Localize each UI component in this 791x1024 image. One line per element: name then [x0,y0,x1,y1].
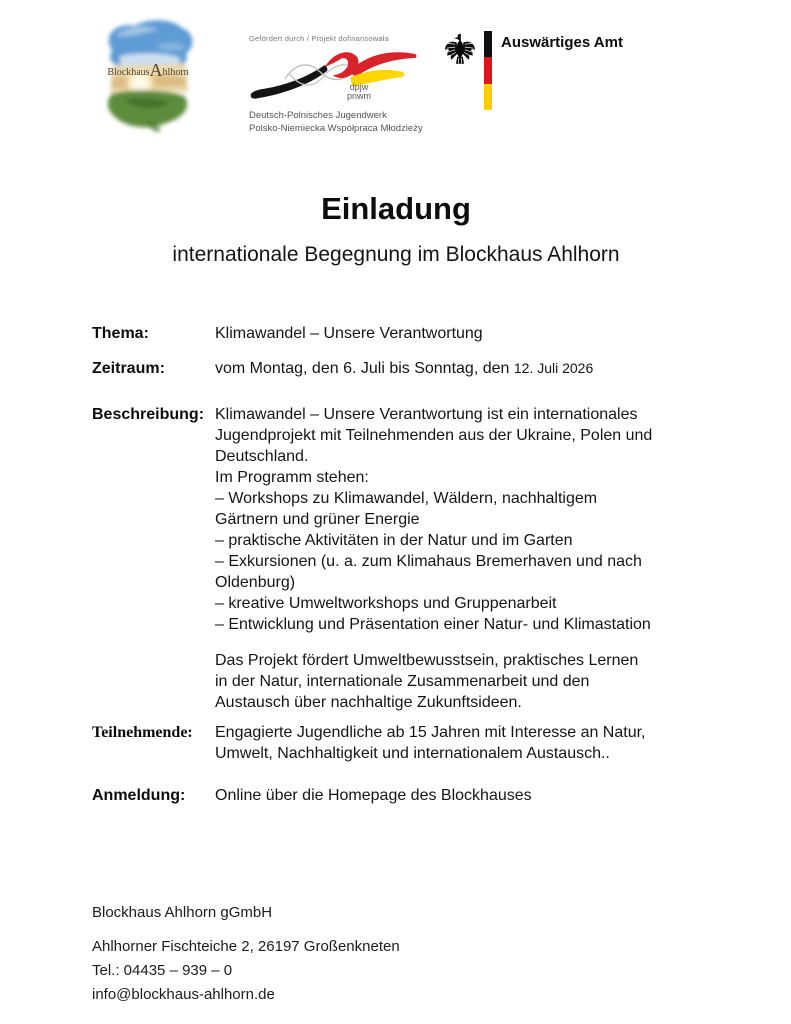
anmeldung-value: Online über die Homepage des Blockhauses [215,787,532,804]
dpjw-waves-icon [249,45,421,103]
teilnehmende-value [215,722,700,764]
thema-label: Thema: [92,325,149,342]
beschreibung-line: Das Projekt fördert Umweltbewusstsein, praktisches Lernen [215,652,639,669]
zeitraum-value [215,358,700,379]
company-address: Ahlhorner Fischteiche 2, 26197 Großenkneten [92,938,400,955]
section-anmeldung [92,785,700,806]
auswaertiges-amt-name: Auswärtiges Amt [501,34,623,51]
auswaertiges-amt-logo [444,31,623,110]
beschreibung-line: in der Natur, internationale Zusammenarbeit und den [215,673,590,690]
dpjw-logo [249,34,427,135]
zeitraum-value-date: 12. Juli 2026 [513,360,594,376]
german-flag-stripe [484,31,492,110]
zeitraum-label: Zeitraum: [92,360,165,377]
watercolor-landscape-icon [96,16,200,136]
page-subtitle: internationale Begegnung im Blockhaus Ahlhorn [172,243,620,266]
beschreibung-line: – kreative Umweltworkshops und Gruppenarbeit [215,595,557,612]
dpjw-name-polish: Polsko-Niemiecka Współpraca Młodzieży [249,123,423,134]
company-phone: Tel.: 04435 – 939 – 0 [92,962,233,979]
blockhaus-ahlhorn-logo [96,16,200,136]
dpjw-name-german: Deutsch-Polnisches Jugendwerk [249,110,387,121]
anmeldung-label: Anmeldung: [92,787,186,804]
section-beschreibung [92,404,700,713]
flag-gold-segment [484,84,492,110]
dpjw-abbr-de: dpjw [349,82,369,92]
beschreibung-line: Gärtnern und grüner Energie [215,511,420,528]
section-zeitraum [92,358,700,379]
thema-value: Klimawandel – Unsere Verantwortung [215,325,483,342]
beschreibung-line: Oldenburg) [215,574,296,591]
beschreibung-line: Im Programm stehen: [215,469,369,486]
blockhaus-logo-text: BlockhausAhlhorn [107,60,189,80]
company-name: Blockhaus Ahlhorn gGmbH [92,904,273,921]
beschreibung-line: Klimawandel – Unsere Verantwortung ist ein internationales [215,406,638,423]
beschreibung-value [215,404,700,713]
beschreibung-line: Austausch über nachhaltige Zukunftsideen. [215,694,522,711]
teilnehmende-line: Engagierte Jugendliche ab 15 Jahren mit Interesse an Natur, [215,724,646,741]
dpjw-abbr-pl: pnwm [346,91,372,101]
beschreibung-line: Deutschland. [215,448,309,465]
beschreibung-line: – Exkursionen (u. a. zum Klimahaus Bremerhaven und nach [215,553,642,570]
beschreibung-line: – praktische Aktivitäten in der Natur und im Garten [215,532,573,549]
page-title: Einladung [321,191,471,226]
flag-black-segment [484,31,492,57]
federal-eagle-icon [444,32,476,66]
invitation-body [92,190,700,806]
beschreibung-label: Beschreibung: [92,406,205,423]
section-teilnehmende [92,722,700,764]
beschreibung-line: – Workshops zu Klimawandel, Wäldern, nachhaltigem [215,490,598,507]
funding-note: Gefördert durch / Projekt dofinansowała [249,34,389,43]
section-thema [92,323,700,344]
company-email: info@blockhaus-ahlhorn.de [92,986,275,1003]
paragraph-spacer [215,635,700,650]
teilnehmende-line: Umwelt, Nachhaltigkeit und internationalem Austausch.. [215,745,610,762]
beschreibung-line: Jugendprojekt mit Teilnehmenden aus der Ukraine, Polen und [215,427,653,444]
beschreibung-line: – Entwicklung und Präsentation einer Natur- und Klimastation [215,616,651,633]
contact-footer [92,902,400,1007]
zeitraum-value-main: vom Montag, den 6. Juli bis Sonntag, den [215,360,514,377]
teilnehmende-label: Teilnehmende: [92,724,193,741]
flag-red-segment [484,57,492,83]
